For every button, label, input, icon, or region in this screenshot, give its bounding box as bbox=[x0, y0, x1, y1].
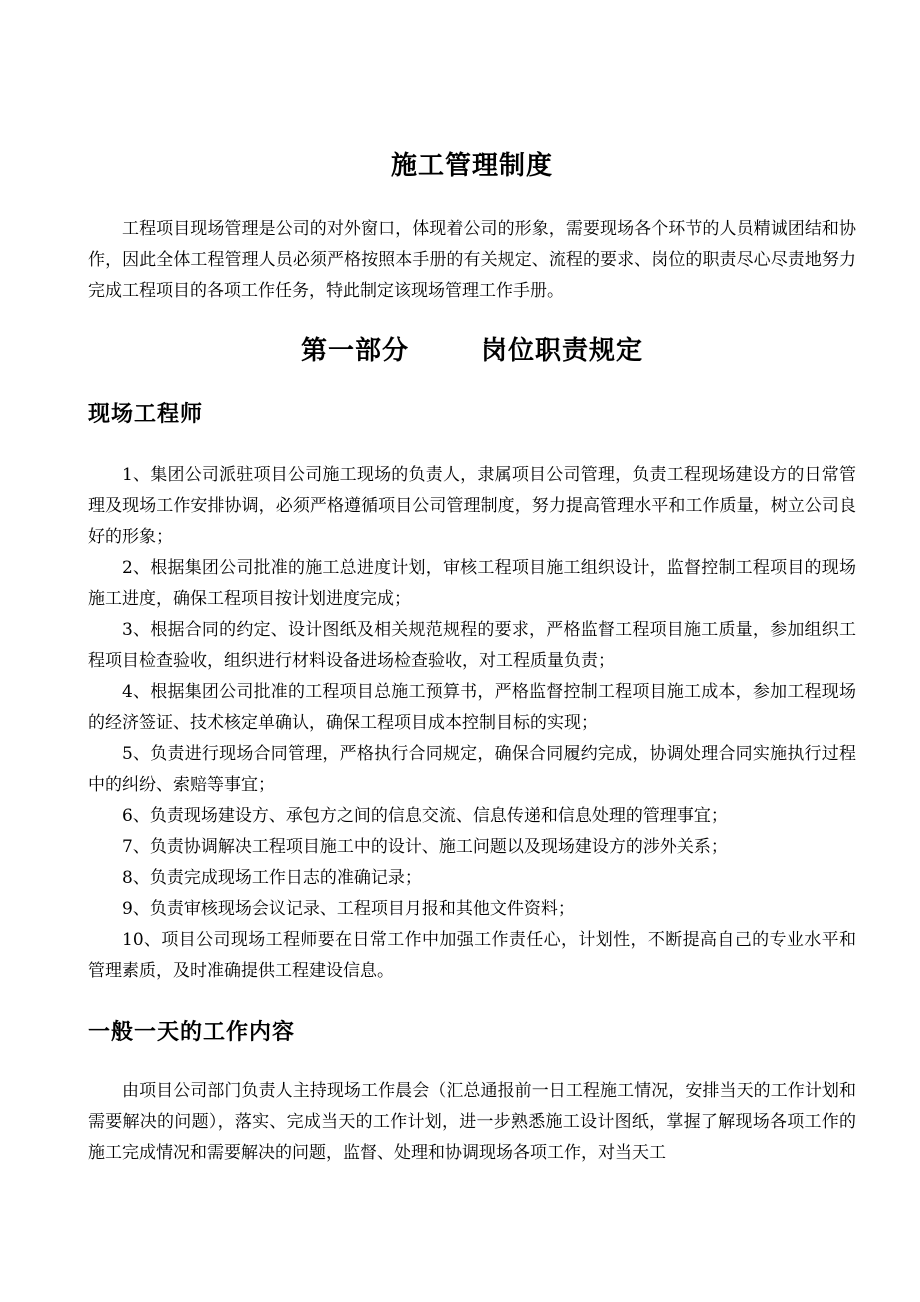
duty-list bbox=[88, 460, 856, 987]
part-number: 第一部分 bbox=[300, 336, 409, 366]
duty-item: 1、集团公司派驻项目公司施工现场的负责人，隶属项目公司管理，负责工程现场建设方的日常管理及现场工作安排协调，必须严格遵循项目公司管理制度，努力提高管理水平和工作质量，树立公司良好的形象； bbox=[88, 465, 856, 547]
part-name: 岗位职责规定 bbox=[481, 336, 644, 366]
duty-item: 10、项目公司现场工程师要在日常工作中加强工作责任心，计划性，不断提高自己的专业水平和管理素质，及时准确提供工程建设信息。 bbox=[88, 930, 856, 981]
duty-item: 7、负责协调解决工程项目施工中的设计、施工问题以及现场建设方的涉外关系； bbox=[122, 837, 728, 857]
duty-item: 6、负责现场建设方、承包方之间的信息交流、信息传递和信息处理的管理事宜； bbox=[122, 806, 728, 826]
duty-item: 8、负责完成现场工作日志的准确记录； bbox=[122, 868, 422, 888]
intro-paragraph: 工程项目现场管理是公司的对外窗口，体现着公司的形象，需要现场各个环节的人员精诚团结和协作，因此全体工程管理人员必须严格按照本手册的有关规定、流程的要求、岗位的职责尽心尽责地努力完成工程项目的各项工作任务，特此制定该现场管理工作手册。 bbox=[88, 219, 856, 301]
duty-item: 2、根据集团公司批准的施工总进度计划，审核工程项目施工组织设计，监督控制工程项目的现场施工进度，确保工程项目按计划进度完成； bbox=[88, 558, 856, 609]
section-heading-site-engineer: 现场工程师 bbox=[88, 401, 204, 427]
part-heading bbox=[88, 330, 856, 372]
document-title: 施工管理制度 bbox=[390, 151, 553, 181]
duty-item: 4、根据集团公司批准的工程项目总施工预算书，严格监督控制工程项目施工成本，参加工程现场的经济签证、技术核定单确认，确保工程项目成本控制目标的实现； bbox=[88, 682, 856, 733]
duty-item: 9、负责审核现场会议记录、工程项目月报和其他文件资料； bbox=[122, 899, 575, 919]
daily-work-paragraph: 由项目公司部门负责人主持现场工作晨会（汇总通报前一日工程施工情况，安排当天的工作计划和需要解决的问题），落实、完成当天的工作计划，进一步熟悉施工设计图纸，掌握了解现场各项工作的施工完成情况和需要解决的问题，监督、处理和协调现场各项工作，对当天工 bbox=[88, 1081, 856, 1163]
section-heading-daily-work: 一般一天的工作内容 bbox=[88, 1019, 296, 1045]
duty-item: 3、根据合同的约定、设计图纸及相关规范规程的要求，严格监督工程项目施工质量，参加组织工程项目检查验收，组织进行材料设备进场检查验收，对工程质量负责； bbox=[88, 620, 856, 671]
duty-item: 5、负责进行现场合同管理，严格执行合同规定，确保合同履约完成，协调处理合同实施执行过程中的纠纷、索赔等事宜； bbox=[88, 744, 856, 795]
